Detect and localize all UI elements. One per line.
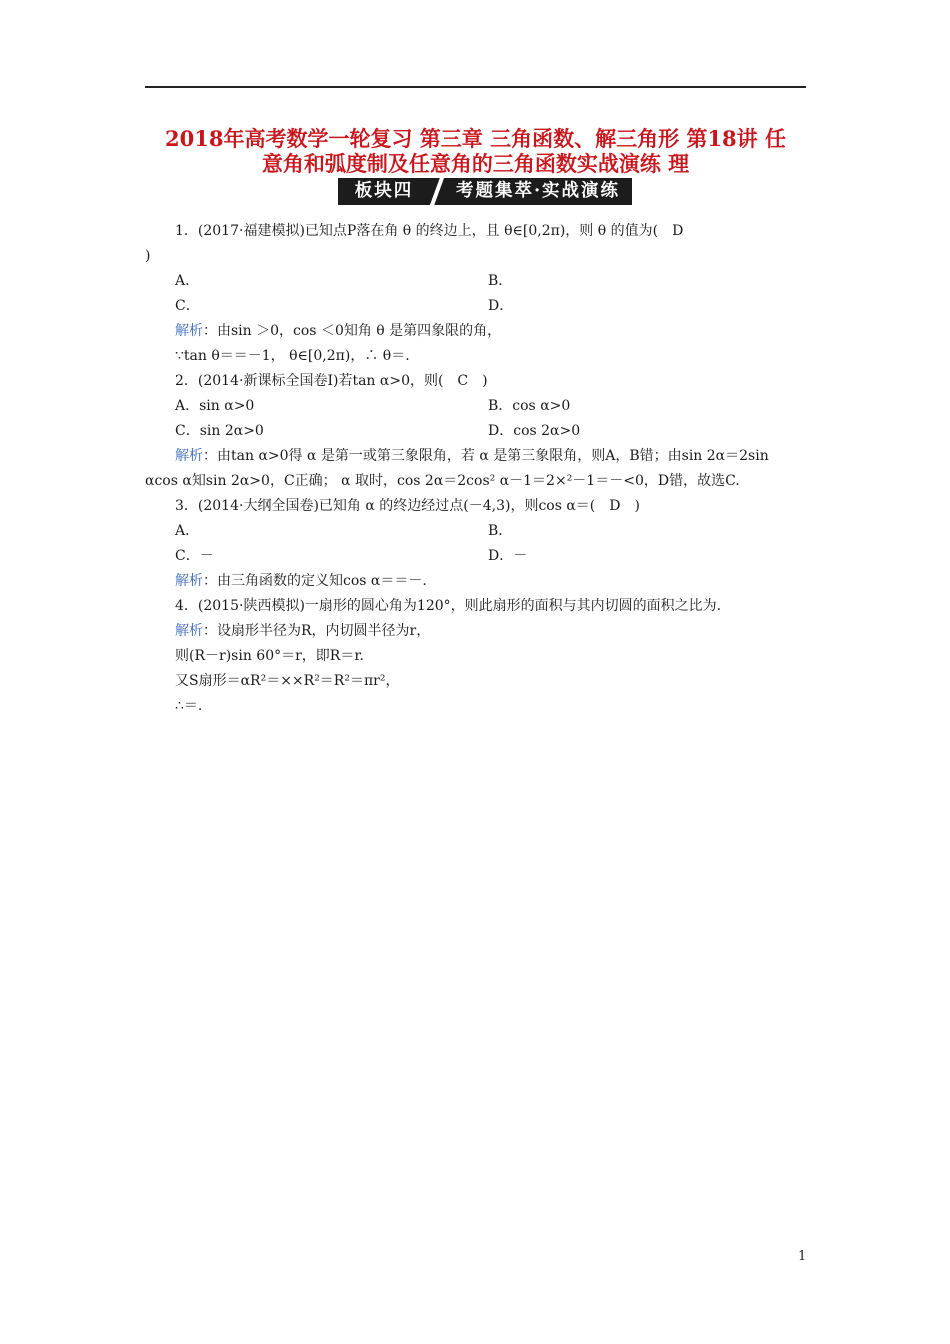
header-rule [145,86,806,88]
q1-option-c: C． [175,298,200,314]
q1-solution-text1: ：由sin ＞0，cos ＜0知角 θ 是第四象限的角， [203,323,502,339]
q1-stem-line1: 1．(2017·福建模拟)已知点P落在角 θ 的终边上，且 θ∈[0,2π)，则 θ 的值为( D [175,223,684,239]
q3-option-b: B． [488,523,513,539]
q3-solution-text: ：由三角函数的定义知cos α＝＝－. [203,573,427,589]
q1-options-row1 [145,269,806,294]
q1-option-d: D． [488,298,514,314]
banner-right-label: 考题集萃·实战演练 [455,181,621,201]
q2-options-row2 [145,419,806,444]
q3-options-row2 [145,544,806,569]
q1-option-a: A． [175,273,200,289]
q3-option-a: A． [175,523,200,539]
q2-solution-text: ：由tan α>0得 α 是第一或第三象限角，若 α 是第三象限角，则A，B错；由sin 2α＝2sin αcos α知sin 2α>0，C正确； α 取时，cos 2α＝2cos² α－1＝2×²－1＝－<0，D错，故选C. [145,448,769,489]
q1-options-row2 [145,294,806,319]
document-title [145,126,806,176]
banner-left-label: 板块四 [354,181,414,201]
q4-solution-line1 [145,619,806,644]
q1-solution-line2: ∵tan θ＝＝－1， θ∈[0,2π)，∴ θ＝. [175,348,410,364]
q2-option-c: C．sin 2α>0 [175,423,264,439]
q4-solution-line3: 又S扇形＝αR²＝××R²＝R²＝πr²， [175,673,400,689]
q1-stem-line2: ) [145,248,151,264]
q2-option-d: D．cos 2α>0 [488,423,581,439]
q2-jiexi-label: 解析 [175,448,203,464]
q1-option-b: B． [488,273,513,289]
title-line-2: 意角和弧度制及任意角的三角函数实战演练 理 [261,151,690,176]
q2-option-b: B．cos α>0 [488,398,571,414]
q3-solution [145,569,806,594]
q3-option-d: D．－ [488,548,528,564]
q3-jiexi-label: 解析 [175,573,203,589]
q4-jiexi-label: 解析 [175,623,203,639]
banner-slash-divider [430,178,444,205]
exercise-list [145,219,806,719]
q2-options-row1 [145,394,806,419]
q4-solution-line2: 则(R－r)sin 60°＝r，即R＝r. [175,648,364,664]
q4-solution-text1: ：设扇形半径为R，内切圆半径为r， [203,623,431,639]
q3-stem: 3．(2014·大纲全国卷)已知角 α 的终边经过点(－4,3)，则cos α＝( D ) [175,498,640,514]
q4-stem: 4．(2015·陕西模拟)一扇形的圆心角为120°，则此扇形的面积与其内切圆的面积之比为. [175,598,722,614]
title-line-1: 2018年高考数学一轮复习 第三章 三角函数、解三角形 第18讲 任 [165,126,786,151]
q2-option-a: A．sin α>0 [175,398,255,414]
q2-stem: 2．(2014·新课标全国卷Ⅰ)若tan α>0，则( C ) [175,373,488,389]
q4-solution-line4: ∴＝. [175,698,203,714]
q2-solution [145,444,806,494]
section-banner [338,178,632,205]
q3-option-c: C．－ [175,548,214,564]
q1-jiexi-label: 解析 [175,323,203,339]
q1-solution-line1 [145,319,806,344]
q3-options-row1 [145,519,806,544]
page-number: 1 [798,1249,807,1264]
